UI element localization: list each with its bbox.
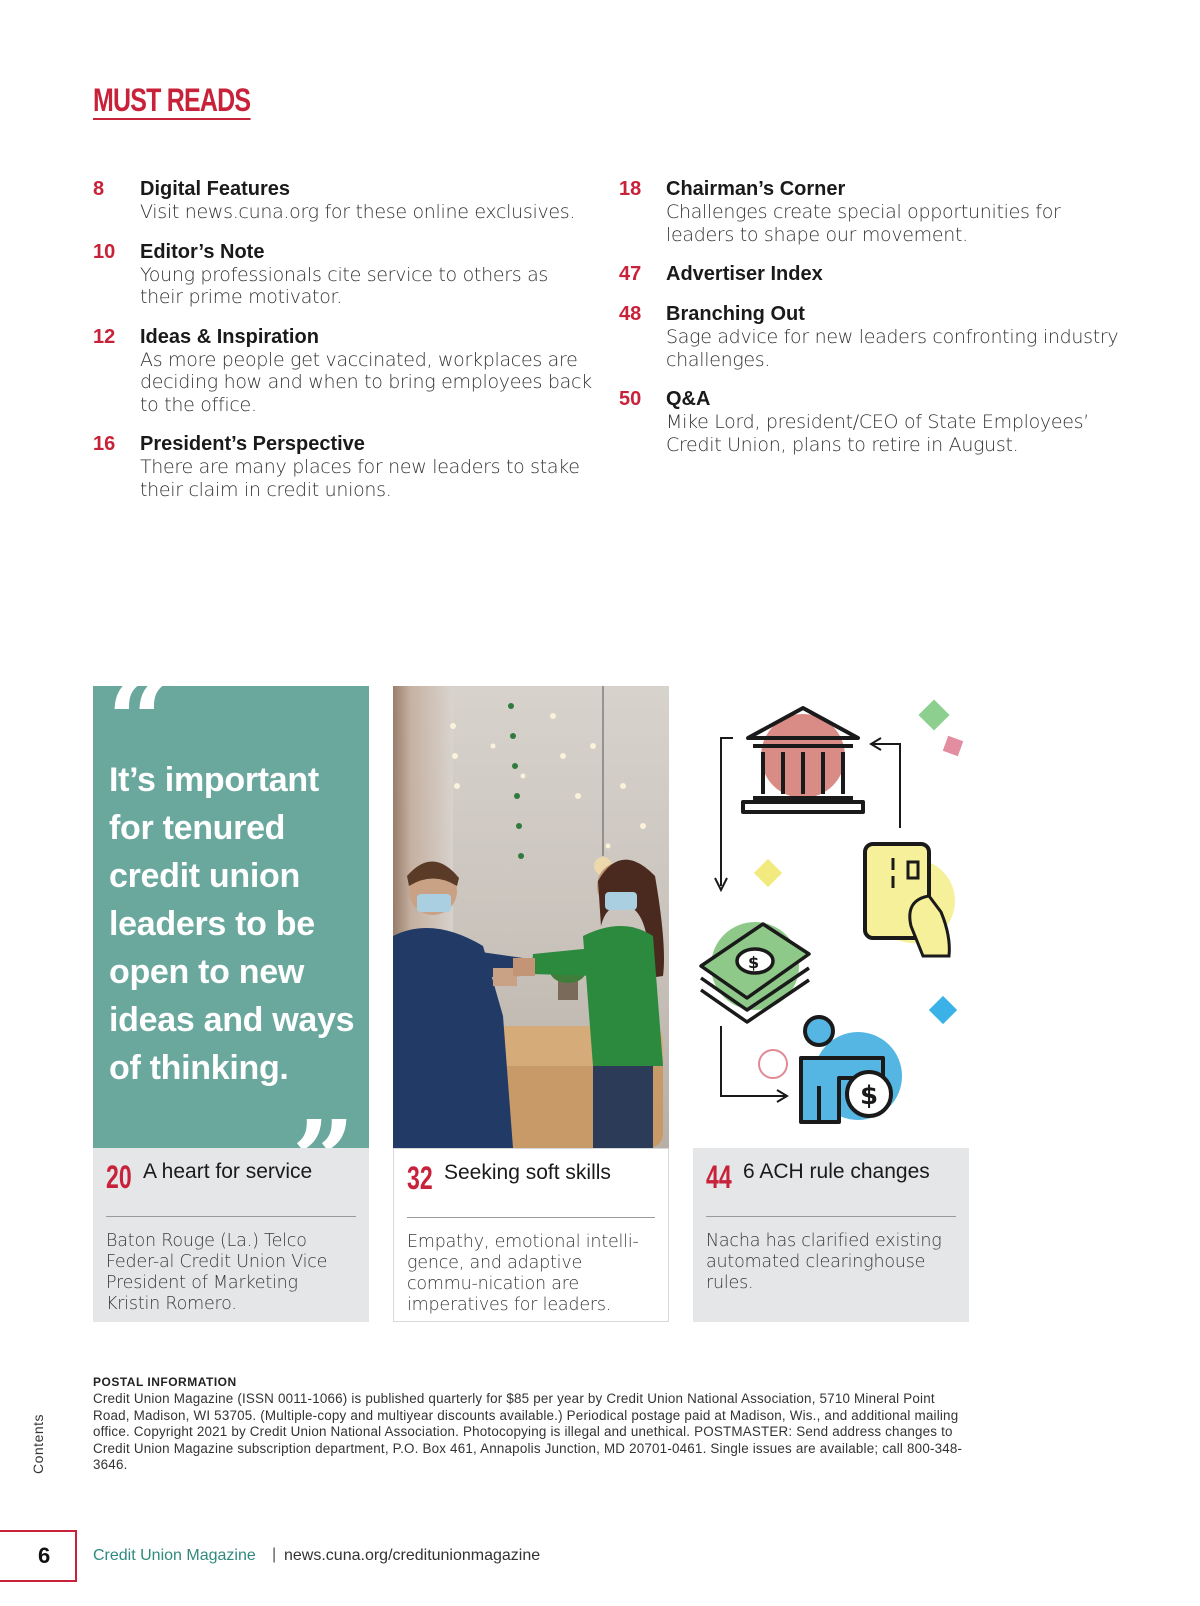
toc-description: Challenges create special opportunities for leaders to shape our movement. — [666, 201, 1061, 246]
card-caption — [693, 1148, 969, 1322]
toc-item[interactable] — [619, 178, 1129, 246]
toc-item[interactable] — [619, 303, 1129, 371]
toc-title: Digital Features — [140, 178, 291, 200]
toc-item[interactable] — [93, 241, 593, 309]
svg-text:$: $ — [748, 953, 760, 972]
toc-title: Advertiser Index — [666, 263, 823, 285]
toc-left-column — [93, 178, 593, 518]
toc-page-number: 48 — [619, 303, 642, 325]
pull-quote-panel — [93, 656, 369, 1148]
toc-title: President’s Perspective — [140, 433, 365, 455]
card-title: 6 ACH rule changes — [743, 1160, 930, 1183]
card-description: Nacha has clarified existing automated clearinghouse rules. — [706, 1231, 942, 1293]
toc-title: Q&A — [666, 388, 711, 410]
section-title: MUST READS — [93, 82, 251, 118]
toc-title: Editor’s Note — [140, 240, 265, 263]
toc-item[interactable] — [93, 178, 593, 224]
toc-page-number: 16 — [93, 433, 116, 455]
ach-illustration — [693, 686, 969, 1148]
card-page-number: 32 — [407, 1160, 433, 1196]
card-caption — [393, 1148, 669, 1322]
toc-description: Young professionals cite service to others as their prime motivator. — [140, 263, 549, 308]
toc-page-number: 18 — [619, 178, 642, 200]
toc-page-number: 10 — [93, 240, 116, 263]
toc-title: Branching Out — [666, 303, 805, 325]
toc-page-number: 47 — [619, 263, 642, 285]
toc-description: Mike Lord, president/CEO of State Employees’ Credit Union, plans to retire in August. — [666, 411, 1089, 456]
pull-quote-text: It’s important for tenured credit union leaders to be open to new ideas and ways of thinking. — [109, 761, 355, 1087]
toc-item[interactable] — [93, 326, 593, 417]
toc-description: There are many places for new leaders to stake their claim in credit unions. — [140, 456, 580, 501]
card-description: Empathy, emotional intelli-gence, and adaptive commu-nication are imperatives for leaders. — [407, 1232, 639, 1315]
photo-illustration — [393, 686, 669, 1148]
feature-card-heart-for-service[interactable] — [93, 656, 369, 1322]
card-description: Baton Rouge (La.) Telco Feder-al Credit Union Vice President of Marketing Kristin Romero. — [106, 1231, 328, 1314]
open-quote-icon: “ — [107, 656, 171, 785]
toc-page-number: 12 — [93, 325, 116, 348]
payment-flow-illustration — [693, 686, 969, 1148]
side-section-label: Contents — [30, 1413, 46, 1474]
toc-item[interactable] — [93, 433, 593, 501]
toc-title: Chairman’s Corner — [666, 178, 846, 200]
toc-page-number: 50 — [619, 388, 642, 410]
footer-separator: | — [272, 1546, 277, 1563]
toc-description: Sage advice for new leaders confronting industry challenges. — [666, 326, 1119, 371]
card-page-number: 44 — [706, 1159, 732, 1195]
toc-right-column — [619, 178, 1129, 473]
toc-title: Ideas & Inspiration — [140, 325, 319, 348]
feature-card-soft-skills[interactable] — [393, 686, 669, 1322]
toc-item[interactable] — [619, 388, 1129, 456]
card-page-number: 20 — [106, 1159, 132, 1195]
card-title: Seeking soft skills — [444, 1161, 611, 1184]
footer-url-link[interactable]: news.cuna.org/creditunionmagazine — [284, 1547, 541, 1564]
toc-page-number: 8 — [93, 178, 105, 200]
postal-heading: POSTAL INFORMATION — [93, 1375, 237, 1389]
divider — [106, 1216, 356, 1217]
footer-magazine-name[interactable]: Credit Union Magazine — [93, 1547, 256, 1564]
toc-description: As more people get vaccinated, workplaces are deciding how and when to bring employees back to the office. — [140, 348, 592, 416]
svg-text:$: $ — [860, 1081, 879, 1111]
toc-description: Visit news.cuna.org for these online exclusives. — [140, 201, 576, 223]
divider — [407, 1217, 655, 1218]
photo-elbow-bump — [393, 686, 669, 1148]
page-number: 6 — [38, 1543, 51, 1568]
postal-text: Credit Union Magazine (ISSN 0011-1066) is published quarterly for $85 per year by Credit Union National Association, 5710 Mineral Point Road, Madison, WI 53705. (Multiple-copy and multiyear discounts available.) Periodical postage paid at Madison, Wis., and additional mailing office. Copyright 2021 by Credit Union National Association. Photocopying is illegal and unethical. POSTMASTER: Send address changes to Credit Union Magazine subscription department, P.O. Box 461, Annapolis Junction, MD 20701-0461. Single issues are available; call 800-348-3646. — [93, 1391, 963, 1473]
card-caption — [93, 1148, 369, 1322]
card-title: A heart for service — [143, 1160, 313, 1183]
divider — [706, 1216, 956, 1217]
toc-item[interactable] — [619, 263, 1129, 286]
feature-card-ach-rules[interactable] — [693, 686, 969, 1322]
